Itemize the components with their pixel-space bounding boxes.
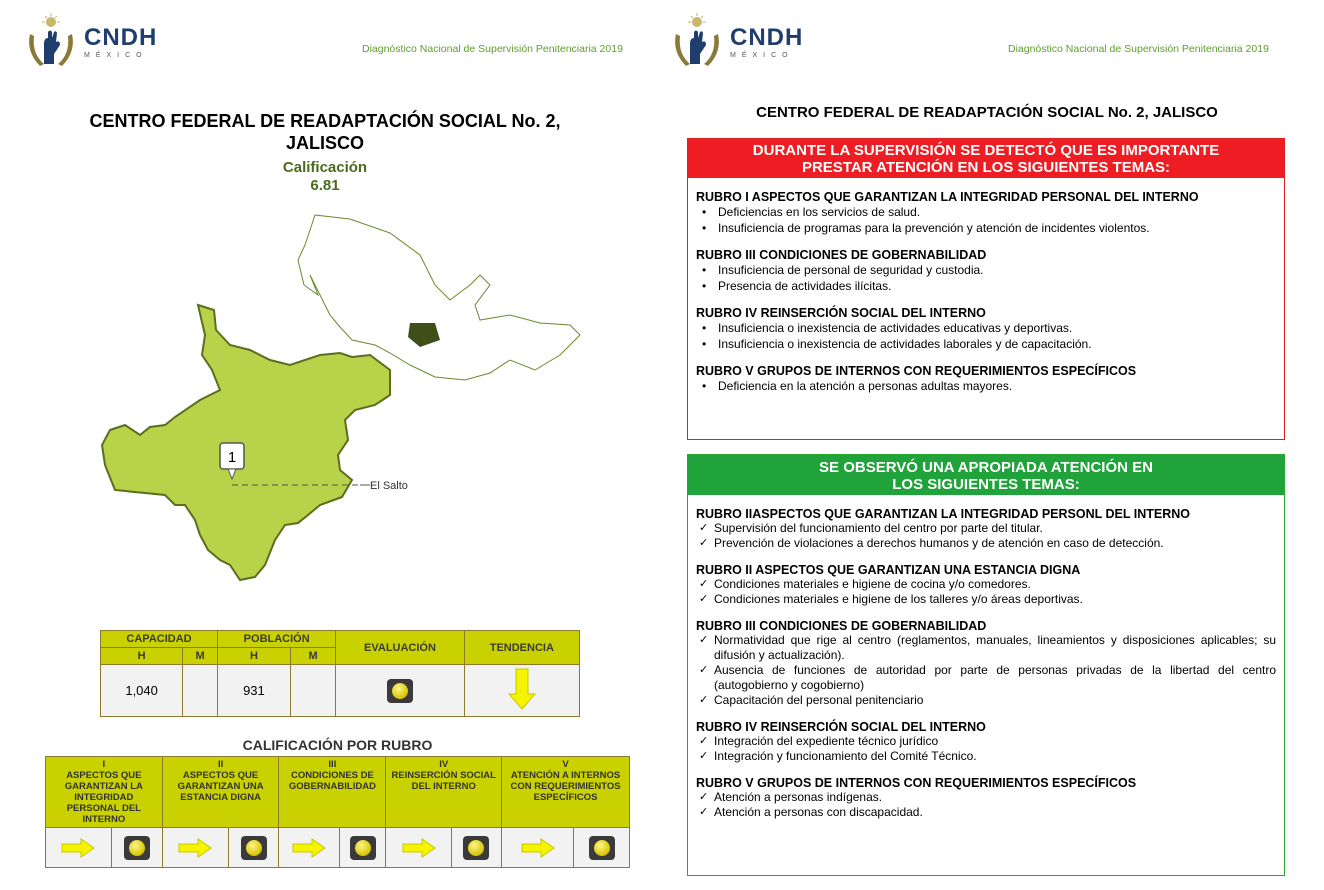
section-title: RUBRO I ASPECTOS QUE GARANTIZAN LA INTEGRIDAD PERSONAL DEL INTERNO [696,190,1199,204]
cndh-emblem-icon [668,12,726,72]
header-capacidad: CAPACIDAD [101,631,218,648]
section-title: RUBRO III CONDICIONES DE GOBERNABILIDAD [696,619,987,633]
section-title: RUBRO IV REINSERCIÓN SOCIAL DEL INTERNO [696,306,986,320]
capacidad-m [183,665,218,717]
rubro-header-4: IV REINSERCIÓN SOCIAL DEL INTERNO [386,757,502,828]
rubro-table [45,756,630,868]
info-table [100,630,580,717]
header-m: M [183,648,218,665]
arrow-right-icon [521,838,555,858]
rubro-1-light [111,828,162,868]
header-poblacion: POBLACIÓN [218,631,336,648]
section-title: RUBRO IV REINSERCIÓN SOCIAL DEL INTERNO [696,720,986,734]
calificacion-label: Calificación [282,159,368,176]
section-title: RUBRO V GRUPOS DE INTERNOS CON REQUERIMIENTOS ESPECÍFICOS [696,364,1137,378]
yellow-light-icon [241,836,267,860]
rubro-title: CALIFICACIÓN POR RUBRO [242,737,433,753]
appropriate-attention-box [687,454,1285,876]
header-h: H [218,648,291,665]
list-item: ✓ Ausencia de funciones de autoridad por parte de personas privadas de la libertad del centro (autogobierno y cogobierno) [696,663,1276,693]
logo-name: CNDH [730,23,804,51]
list-item: • Presencia de actividades ilícitas. [696,278,1276,294]
rubro-2-trend [162,828,228,868]
rubro-header-1: I ASPECTOS QUE GARANTIZAN LA INTEGRIDAD PERSONAL DEL INTERNO [46,757,163,828]
list-item: ✓ Condiciones materiales e higiene de cocina y/o comedores. [696,577,1276,592]
rubro-5-light [574,828,630,868]
arrow-right-icon [178,838,212,858]
logo-sub: MÉXICO [730,51,794,59]
left-page [0,0,660,890]
calificacion [0,159,650,195]
section-title: RUBRO II ASPECTOS QUE GARANTIZAN UNA ESTANCIA DIGNA [696,563,1081,577]
section-title: RUBRO V GRUPOS DE INTERNOS CON REQUERIMIENTOS ESPECÍFICOS [696,776,1137,790]
cndh-logo [22,12,157,72]
list-item: • Insuficiencia o inexistencia de actividades laborales y de capacitación. [696,336,1276,352]
list-item: ✓ Integración del expediente técnico jurídico [696,734,1276,749]
headline: Diagnóstico Nacional de Supervisión Penitenciaria 2019 [362,43,623,55]
poblacion-m [290,665,336,717]
list-item: • Insuficiencia de programas para la prevención y atención de incidentes violentos. [696,220,1276,236]
appropriate-attention-list [688,507,1284,820]
calificacion-value: 6.81 [310,177,340,194]
yellow-light-icon [589,836,615,860]
list-item: • Insuficiencia de personal de seguridad y custodia. [696,262,1276,278]
header-evaluacion: EVALUACIÓN [336,631,464,665]
arrow-right-icon [402,838,436,858]
rubro-3-trend [279,828,339,868]
list-item: • Insuficiencia o inexistencia de actividades educativas y deportivas. [696,320,1276,336]
arrow-right-icon [61,838,95,858]
yellow-light-icon [387,679,413,703]
rubro-header-5: V ATENCIÓN A INTERNOS CON REQUERIMIENTOS ESPECÍFICOS [502,757,630,828]
list-item: ✓ Supervisión del funcionamiento del centro por parte del titular. [696,521,1276,536]
headline: Diagnóstico Nacional de Supervisión Penitenciaria 2019 [1008,43,1269,55]
list-item: • Deficiencia en la atención a personas adultas mayores. [696,378,1276,394]
list-item: ✓ Condiciones materiales e higiene de los talleres y/o áreas deportivas. [696,592,1276,607]
list-item: • Deficiencias en los servicios de salud. [696,204,1276,220]
rubro-header-3: III CONDICIONES DE GOBERNABILIDAD [279,757,386,828]
list-item: ✓ Normatividad que rige al centro (reglamentos, manuales, lineamientos y disposiciones aplicables; su difusión y actualización). [696,633,1276,663]
attention-needed-list [688,190,1284,394]
page-title: CENTRO FEDERAL DE READAPTACIÓN SOCIAL No. 2, JALISCO [756,104,1218,121]
jalisco-shape [102,305,390,580]
yellow-light-icon [463,836,489,860]
attention-needed-header: DURANTE LA SUPERVISIÓN SE DETECTÓ QUE ES IMPORTANTE PRESTAR ATENCIÓN EN LOS SIGUIENTES TEMAS: [688,139,1284,178]
yellow-light-icon [350,836,376,860]
tendencia-cell [464,665,579,717]
map [90,205,590,605]
list-item: ✓ Atención a personas indígenas. [696,790,1276,805]
rubro-5-trend [502,828,574,868]
header-h: H [101,648,183,665]
header-tendencia: TENDENCIA [464,631,579,665]
poblacion-h: 931 [218,665,291,717]
yellow-light-icon [124,836,150,860]
attention-needed-box [687,138,1285,440]
rubro-3-light [339,828,386,868]
list-item: ✓ Prevención de violaciones a derechos humanos y de atención en caso de detección. [696,536,1276,551]
rubro-header-2: II ASPECTOS QUE GARANTIZAN UNA ESTANCIA DIGNA [162,757,279,828]
section-title: RUBRO III CONDICIONES DE GOBERNABILIDAD [696,248,987,262]
rubro-2-light [228,828,279,868]
capacidad-h: 1,040 [101,665,183,717]
appropriate-attention-header: SE OBSERVÓ UNA APROPIADA ATENCIÓN EN LOS SIGUIENTES TEMAS: [688,455,1284,495]
rubro-4-trend [386,828,451,868]
list-item: ✓ Integración y funcionamiento del Comité Técnico. [696,749,1276,764]
right-page [662,0,1324,890]
map-marker-label: 1 [227,449,237,466]
page-title: CENTRO FEDERAL DE READAPTACIÓN SOCIAL No. 2, JALISCO [89,111,561,153]
logo-name: CNDH [84,23,158,51]
evaluacion-cell [336,665,464,717]
list-item: ✓ Atención a personas con discapacidad. [696,805,1276,820]
cndh-emblem-icon [22,12,80,72]
header-m: M [290,648,336,665]
cndh-logo [668,12,803,72]
map-place-label: El Salto [370,480,408,492]
logo-sub: MÉXICO [84,51,148,59]
list-item: ✓ Capacitación del personal penitenciario [696,693,1276,708]
rubro-1-trend [46,828,112,868]
rubro-4-light [451,828,501,868]
section-title: RUBRO IIASPECTOS QUE GARANTIZAN LA INTEGRIDAD PERSONL DEL INTERNO [696,507,1191,521]
arrow-down-icon [508,668,536,710]
arrow-right-icon [292,838,326,858]
jalisco-map [90,205,590,605]
